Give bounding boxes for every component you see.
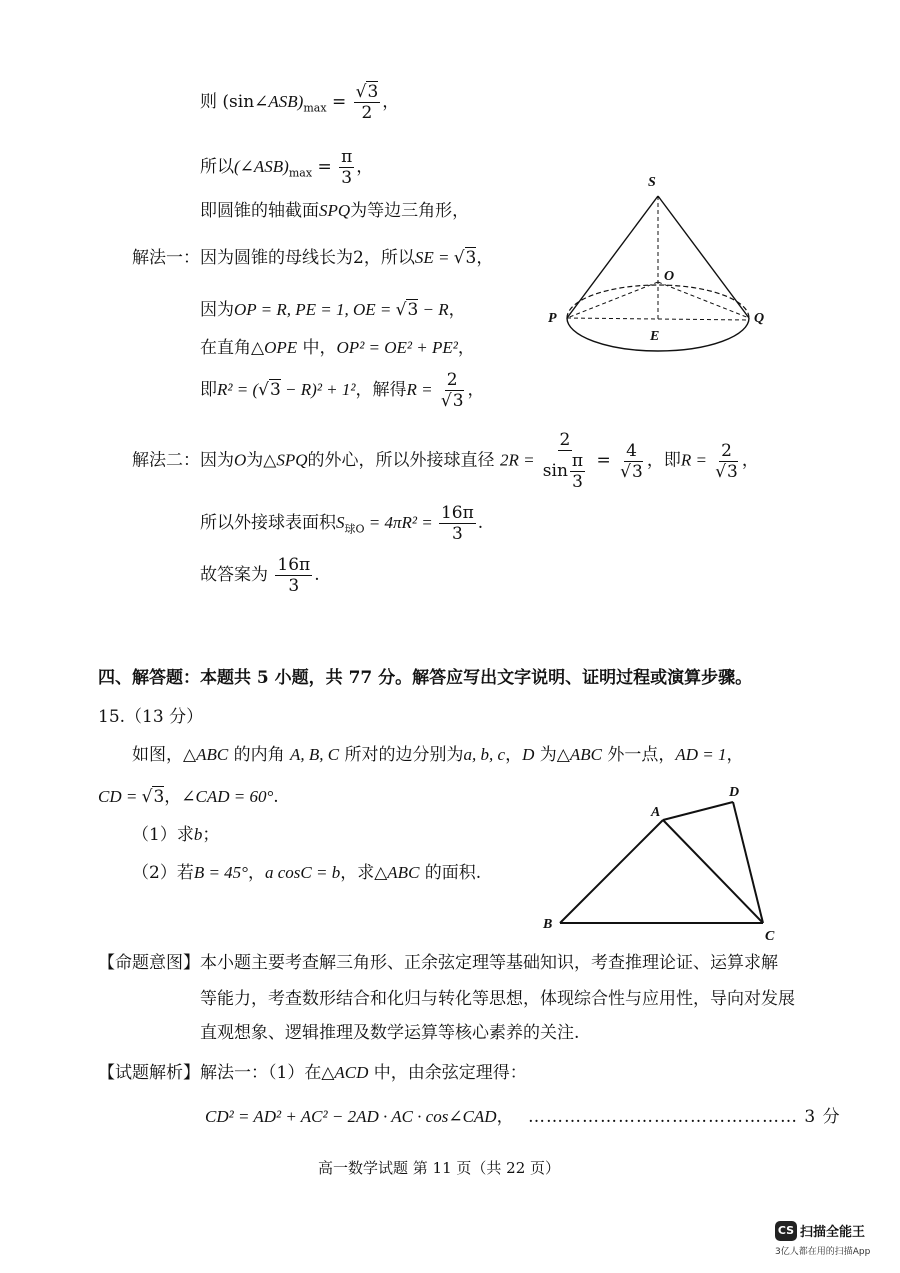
line-sin-max: 则 $(\sin\angle ASB)_{max}$ = $\frac{√3}{2}$ ， <box>200 82 400 123</box>
side-AB <box>560 820 663 923</box>
method1-line1: 解法一：因为圆锥的母线长为2，所以SE = √3， <box>132 248 494 268</box>
watermark-name: 扫描全能王 <box>800 1225 866 1240</box>
label-Q: Q <box>754 311 765 326</box>
intent-line-3: 直观想象、逻辑推理及数学运算等核心素养的关注. <box>200 1023 580 1043</box>
fraction: $\frac{16\pi}{3}$ <box>440 503 474 544</box>
fraction: $\frac{2}{√3}$ <box>440 370 464 411</box>
method1-line4: 即R² = (√3 − R)² + 1²，解得R = $\frac{2}{√3}$ ， <box>200 370 485 411</box>
method1-line3: 在直角△OPE 中，OP² = OE² + PE²， <box>200 338 475 358</box>
cone-figure <box>540 170 780 370</box>
label-B: B <box>543 917 553 932</box>
label-E: E <box>650 329 660 344</box>
label-S: S <box>648 175 656 190</box>
cosine-law-formula: CD² = AD² + AC² − 2AD · AC · cos∠CAD， <box>205 1107 514 1127</box>
cone-generatrix-right <box>658 196 749 318</box>
page-footer: 高一数学试题 第 11 页（共 22 页） <box>318 1159 561 1177</box>
triangle-figure <box>535 780 795 945</box>
intent-line-1: 【命题意图】本小题主要考查解三角形、正余弦定理等基础知识，考查推理论证、运算求解 <box>98 953 778 973</box>
line-angle-max: 所以$(\angle ASB)_{max}$ = $\frac{\pi}{3}$ ， <box>200 147 374 188</box>
method2-line2: 所以外接球表面积$S_{球O} = 4\pi R^2$ = $\frac{16\pi}{3}$ . <box>200 503 484 544</box>
question-statement-1: 如图，△ABC 的内角 A, B, C 所对的边分别为a, b, c，D 为△ABC 外一点，AD = 1， <box>132 745 744 765</box>
fraction: $\frac{√3}{2}$ <box>355 82 379 123</box>
label-D: D <box>729 785 740 800</box>
side-AD <box>663 802 733 820</box>
watermark-tagline: 3亿人都在用的扫描App <box>775 1246 871 1257</box>
side-DC <box>733 802 763 923</box>
method2-line1: 解法二：因为O为△SPQ的外心，所以外接球直径 2R = 2 sin $\frac{\pi}{3}$ = $\frac{4}{√3}$ ，即R = $\frac{2}{√3}$ ， <box>132 430 759 492</box>
question-part-2: （2）若B = 45°，a cosC = b，求△ABC 的面积. <box>132 863 482 883</box>
question-number: 15.（13 分） <box>98 707 204 727</box>
method1-line2: 因为OP = R, PE = 1, OE = √3 − R， <box>200 300 466 320</box>
label-O: O <box>664 269 675 284</box>
scanner-watermark <box>775 1220 870 1257</box>
label-C: C <box>765 929 775 944</box>
fraction: $\frac{4}{√3}$ <box>620 440 643 482</box>
question-statement-2: CD = √3，∠CAD = 60°. <box>98 787 279 807</box>
label-A: A <box>651 805 661 820</box>
fraction: $\frac{16\pi}{3}$ <box>277 555 311 596</box>
label-P: P <box>548 311 557 326</box>
line-equilateral: 即圆锥的轴截面SPQ为等边三角形， <box>200 201 470 221</box>
fraction: $\frac{2}{√3}$ <box>715 440 738 482</box>
fraction: 2 sin $\frac{\pi}{3}$ <box>542 430 584 492</box>
section-heading: 四、解答题：本题共 5 小题，共 77 分。解答应写出文字说明、证明过程或演算步骤。 <box>98 668 753 688</box>
fraction: $\frac{\pi}{3}$ <box>341 147 353 188</box>
side-AC <box>663 820 763 923</box>
score-leader: ……………………………………… 3 分 <box>528 1107 841 1127</box>
cs-logo-icon: CS <box>775 1221 797 1241</box>
answer-line: 故答案为 $\frac{16\pi}{3}$ . <box>200 555 320 596</box>
analysis-line: 【试题解析】解法一：（1）在△ACD 中，由余弦定理得： <box>98 1063 527 1083</box>
intent-line-2: 等能力，考查数形结合和化归与转化等思想，体现综合性与应用性，导向对发展 <box>200 989 795 1009</box>
cone-generatrix-left <box>567 196 658 318</box>
question-part-1: （1）求b； <box>132 825 220 845</box>
